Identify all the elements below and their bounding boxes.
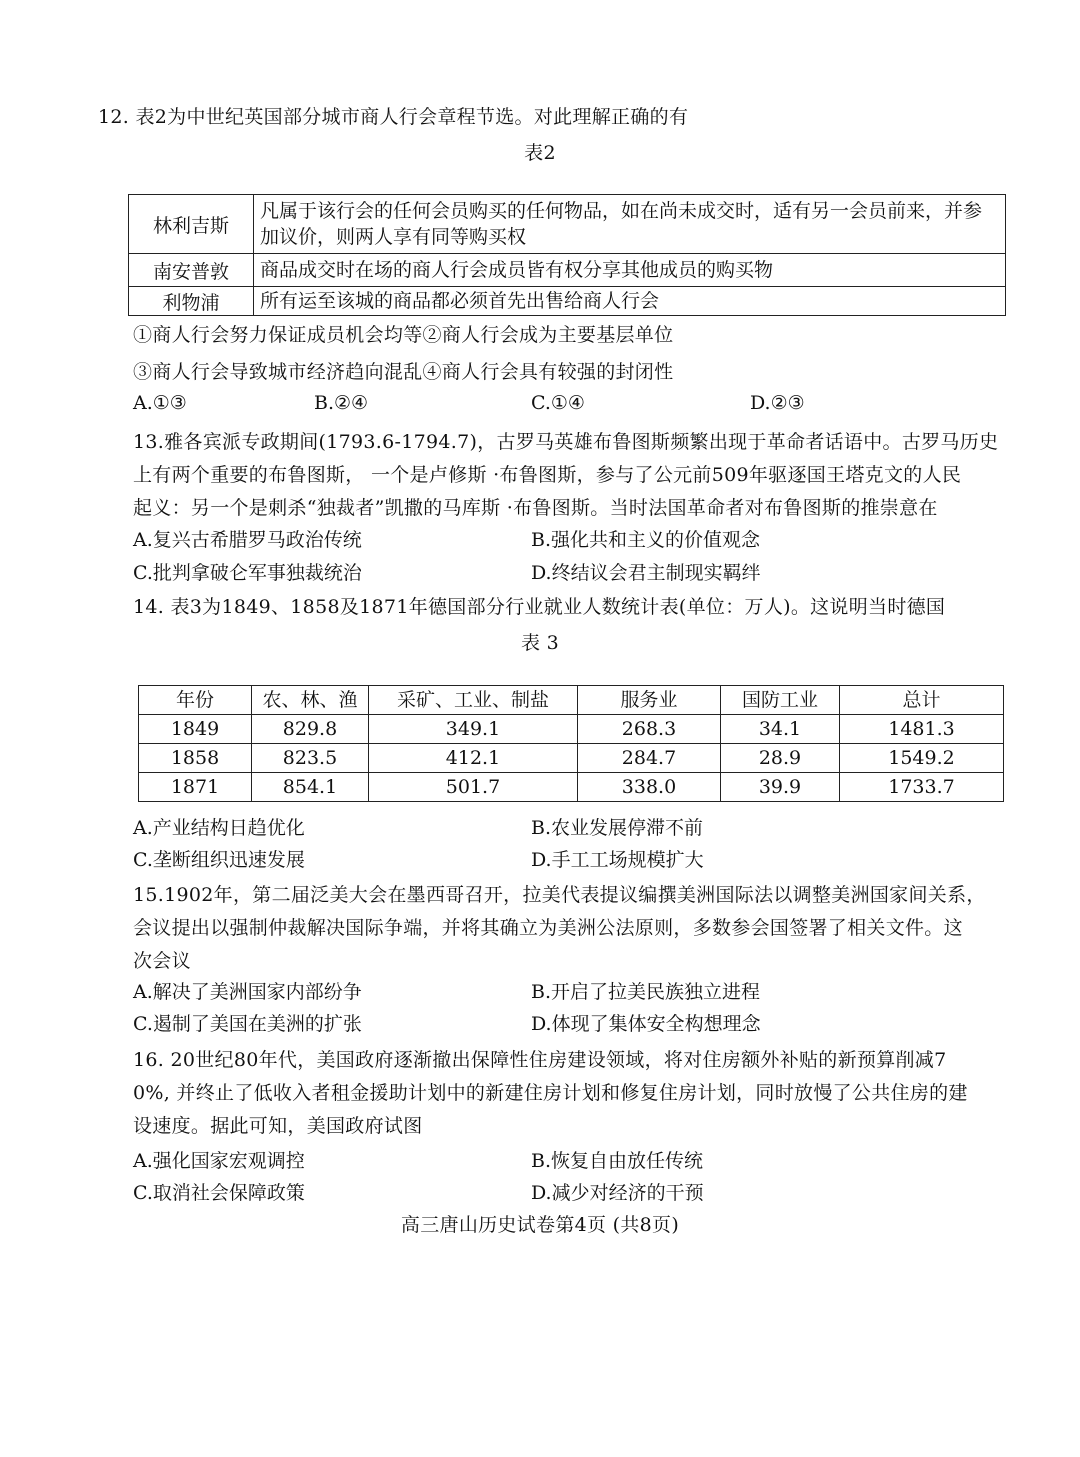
table-header: 总计 xyxy=(840,686,1004,715)
page-footer: 高三唐山历史试卷第4页 (共8页) xyxy=(400,1214,680,1236)
q12-option-c: C.①④ xyxy=(531,392,585,414)
q15-option-d: D.体现了集体安全构想理念 xyxy=(531,1013,761,1035)
table-row xyxy=(139,744,1004,773)
q12-statements-1: ①商人行会努力保证成员机会均等②商人行会成为主要基层单位 xyxy=(133,324,674,346)
table-row xyxy=(129,254,1006,287)
table-row xyxy=(139,773,1004,802)
table-cell-city: 林利吉斯 xyxy=(129,195,254,254)
table-header-row xyxy=(139,686,1004,715)
table-cell: 349.1 xyxy=(369,715,578,744)
table-cell-rule: 凡属于该行会的任何会员购买的任何物品，如在尚未成交时，适有另一会员前来，并参加议价，则两人享有同等购买权 xyxy=(254,195,1006,254)
table-cell: 1733.7 xyxy=(840,773,1004,802)
table-cell: 829.8 xyxy=(252,715,369,744)
q14-option-d: D.手工工场规模扩大 xyxy=(531,849,704,871)
q13-option-c: C.批判拿破仑军事独裁统治 xyxy=(133,562,362,584)
table-cell: 39.9 xyxy=(721,773,840,802)
q16-option-d: D.减少对经济的干预 xyxy=(531,1182,704,1204)
q16-line-1: 16. 20世纪80年代，美国政府逐渐撤出保障性住房建设领域，将对住房额外补贴的新预算削减7 xyxy=(133,1049,947,1071)
q13-line-3: 起义：另一个是刺杀“独裁者”凯撒的马库斯 ·布鲁图斯。当时法国革命者对布鲁图斯的推崇意在 xyxy=(133,497,938,519)
q12-option-d: D.②③ xyxy=(750,392,805,414)
q15-option-b: B.开启了拉美民族独立进程 xyxy=(531,981,761,1003)
q13-line-1: 13.雅各宾派专政期间(1793.6-1794.7)，古罗马英雄布鲁图斯频繁出现于革命者话语中。古罗马历史 xyxy=(133,431,999,453)
q14-option-b: B.农业发展停滞不前 xyxy=(531,817,704,839)
table-cell: 1481.3 xyxy=(840,715,1004,744)
table-cell-city: 南安普敦 xyxy=(129,254,254,287)
table-cell: 1849 xyxy=(139,715,252,744)
q15-option-c: C.遏制了美国在美洲的扩张 xyxy=(133,1013,362,1035)
table-header: 国防工业 xyxy=(721,686,840,715)
q16-option-c: C.取消社会保障政策 xyxy=(133,1182,305,1204)
table-3 xyxy=(138,685,1004,802)
table-cell: 1549.2 xyxy=(840,744,1004,773)
q16-option-a: A.强化国家宏观调控 xyxy=(133,1150,305,1172)
table-header: 采矿、工业、制盐 xyxy=(369,686,578,715)
q16-option-b: B.恢复自由放任传统 xyxy=(531,1150,704,1172)
table-cell: 1858 xyxy=(139,744,252,773)
q16-line-2: 0%, 并终止了低收入者租金援助计划中的新建住房计划和修复住房计划，同时放慢了公共住房的建 xyxy=(133,1082,968,1104)
q12-option-a: A.①③ xyxy=(133,392,187,414)
table-header: 年份 xyxy=(139,686,252,715)
q15-option-a: A.解决了美洲国家内部纷争 xyxy=(133,981,362,1003)
table-cell: 1871 xyxy=(139,773,252,802)
q15-line-1: 15.1902年，第二届泛美大会在墨西哥召开，拉美代表提议编撰美洲国际法以调整美洲国家间关系， xyxy=(133,884,986,906)
q14-option-a: A.产业结构日趋优化 xyxy=(133,817,305,839)
table-cell: 28.9 xyxy=(721,744,840,773)
table2-title: 表2 xyxy=(524,142,556,164)
table-cell: 854.1 xyxy=(252,773,369,802)
q14-option-c: C.垄断组织迅速发展 xyxy=(133,849,305,871)
table-cell-city: 利物浦 xyxy=(129,287,254,316)
table-row xyxy=(139,715,1004,744)
q13-option-d: D.终结议会君主制现实羁绊 xyxy=(531,562,761,584)
q15-line-2: 会议提出以强制仲裁解决国际争端，并将其确立为美洲公法原则，多数参会国签署了相关文件。这 xyxy=(133,917,963,939)
table-row xyxy=(129,287,1006,316)
table-header: 服务业 xyxy=(578,686,721,715)
q12-statements-2: ③商人行会导致城市经济趋向混乱④商人行会具有较强的封闭性 xyxy=(133,361,674,383)
q14-stem: 14. 表3为1849、1858及1871年德国部分行业就业人数统计表(单位：万人)。这说明当时德国 xyxy=(133,596,946,618)
q13-option-b: B.强化共和主义的价值观念 xyxy=(531,529,761,551)
table-cell: 284.7 xyxy=(578,744,721,773)
table3-title: 表 3 xyxy=(520,632,560,654)
table-cell: 338.0 xyxy=(578,773,721,802)
table-cell-rule: 商品成交时在场的商人行会成员皆有权分享其他成员的购买物 xyxy=(254,254,1006,287)
table-2 xyxy=(128,194,1006,316)
table-cell: 501.7 xyxy=(369,773,578,802)
q16-line-3: 设速度。据此可知，美国政府试图 xyxy=(133,1115,423,1137)
table-cell-rule: 所有运至该城的商品都必须首先出售给商人行会 xyxy=(254,287,1006,316)
table-cell: 412.1 xyxy=(369,744,578,773)
table-cell: 823.5 xyxy=(252,744,369,773)
table-cell: 34.1 xyxy=(721,715,840,744)
q13-line-2: 上有两个重要的布鲁图斯， 一个是卢修斯 ·布鲁图斯，参与了公元前509年驱逐国王塔克文的人民 xyxy=(133,464,962,486)
q12-option-b: B.②④ xyxy=(314,392,369,414)
table-cell: 268.3 xyxy=(578,715,721,744)
q12-stem: 12. 表2为中世纪英国部分城市商人行会章程节选。对此理解正确的有 xyxy=(98,106,689,128)
q15-line-3: 次会议 xyxy=(133,950,191,972)
table-row xyxy=(129,195,1006,254)
q13-option-a: A.复兴古希腊罗马政治传统 xyxy=(133,529,362,551)
table-header: 农、林、渔 xyxy=(252,686,369,715)
